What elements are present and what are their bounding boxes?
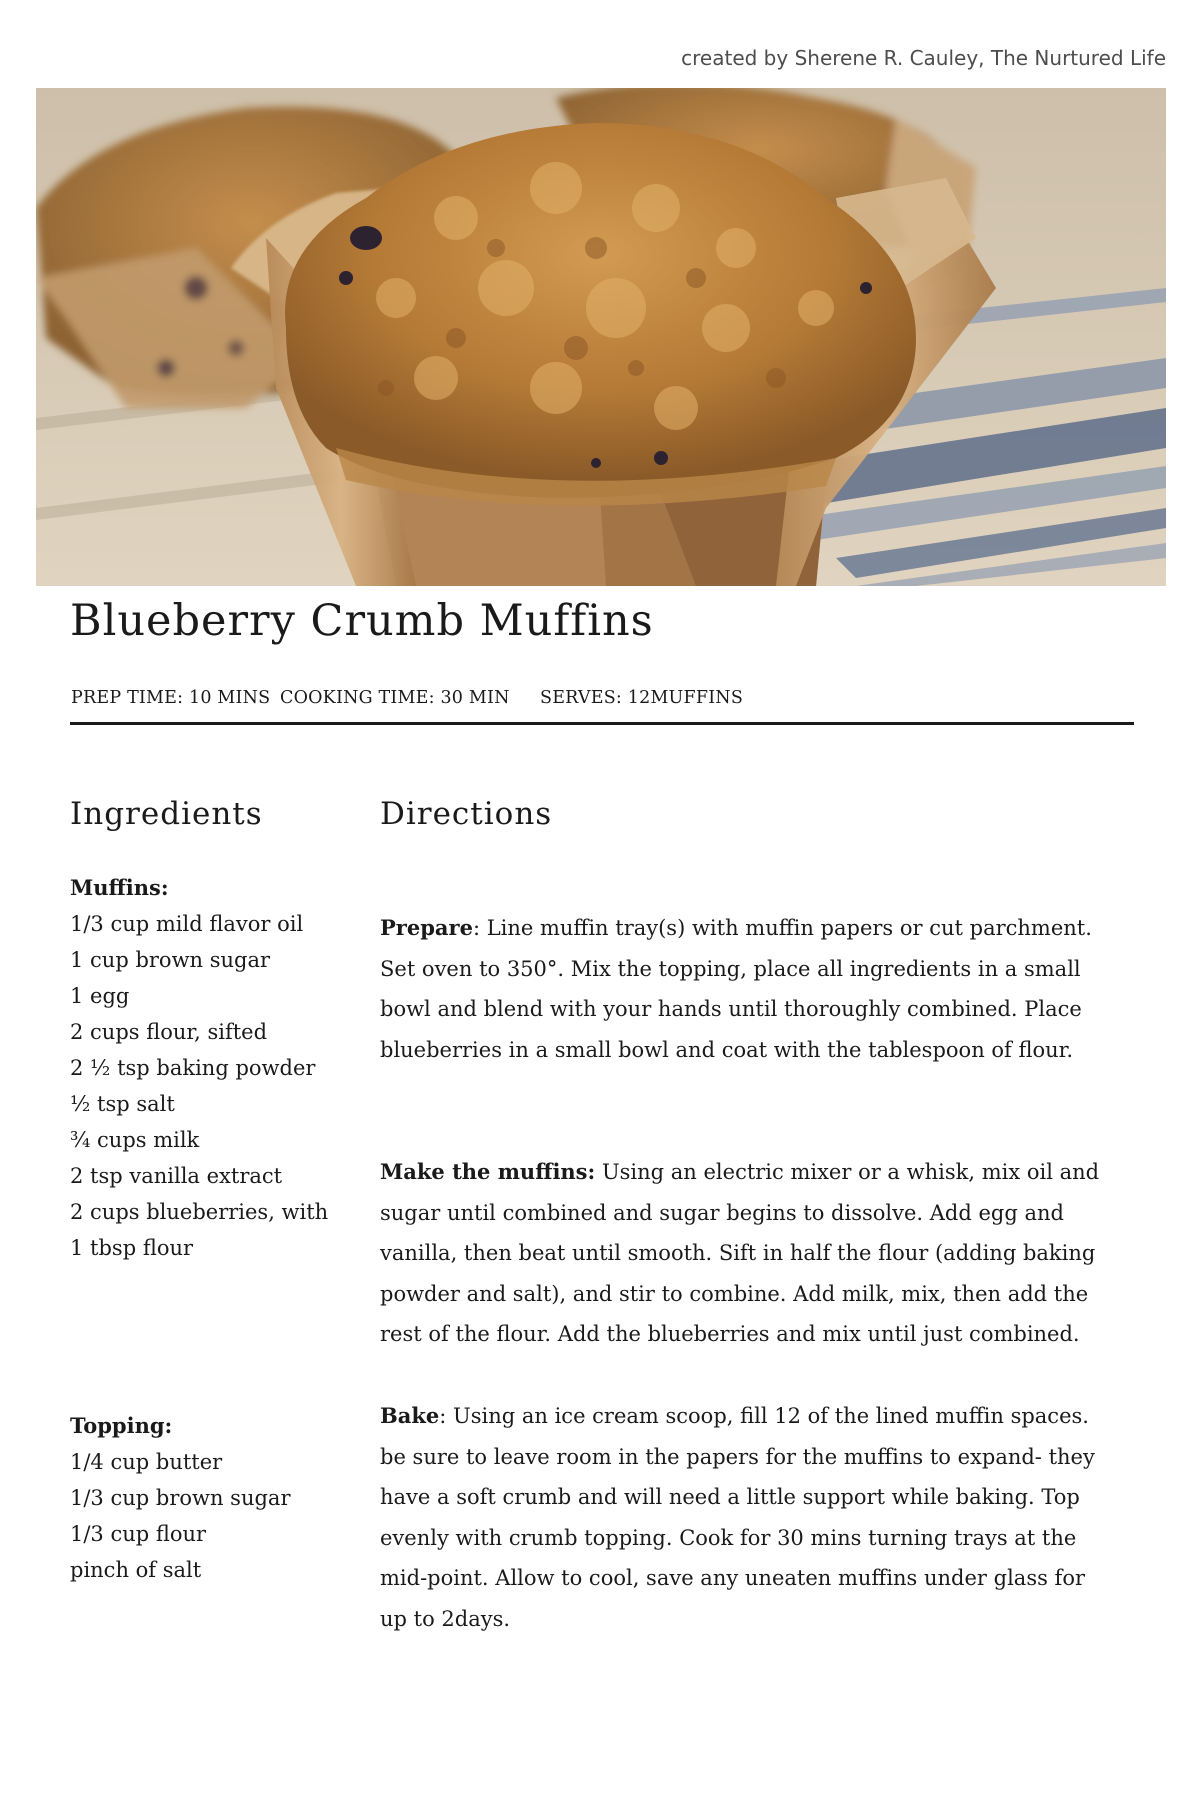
step-name: Make the muffins: xyxy=(380,1159,596,1184)
step-name: Bake xyxy=(380,1403,440,1428)
ingredient-item: 1/4 cup butter xyxy=(70,1450,223,1474)
ingredient-item: 1/3 cup flour xyxy=(70,1522,207,1546)
ingredient-item: 1/3 cup mild flavor oil xyxy=(70,912,304,936)
step-name: Prepare xyxy=(380,915,473,940)
step-separator: : xyxy=(439,1404,447,1428)
step-text: Using an electric mixer or a whisk, mix oil and sugar until combined and sugar begins to dissolve. Add egg and vanilla, then beat until smooth. Sift in half the flour (adding baking powder and salt), and stir to combine. Add milk, mix, then add the rest of the flour. Add the blueberries and mix until just combined. xyxy=(380,1160,1100,1346)
muffin-photo xyxy=(36,88,1166,586)
ingredient-item: pinch of salt xyxy=(70,1558,202,1582)
ingredients-heading: Ingredients xyxy=(70,796,263,832)
direction-step-make-muffins xyxy=(380,1152,1105,1355)
ingredient-item: 2 cups blueberries, with 1 tbsp flour xyxy=(70,1200,329,1260)
direction-step-prepare xyxy=(380,908,1105,1070)
serves: SERVES: 12MUFFINS xyxy=(540,688,744,708)
topping-ingredients xyxy=(70,1408,345,1588)
ingredient-item: 1/3 cup brown sugar xyxy=(70,1486,291,1510)
ingredient-item: 1 cup brown sugar xyxy=(70,948,271,972)
cooking-time: COOKING TIME: 30 MIN xyxy=(280,688,510,708)
step-text: Using an ice cream scoop, fill 12 of the lined muffin spaces. be sure to leave room in the papers for the muffins to expand- they have a soft crumb and will need a little support while baking. Top evenly with crumb topping. Cook for 30 mins turning trays at the mid-point. Allow to cool, save any uneaten muffins under glass for up to 2days. xyxy=(380,1404,1095,1631)
ingredient-item: ½ tsp salt xyxy=(70,1092,175,1116)
ingredient-item: 2 tsp vanilla extract xyxy=(70,1164,283,1188)
ingredient-item: 2 cups flour, sifted xyxy=(70,1020,268,1044)
step-text: Line muffin tray(s) with muffin papers or cut parchment. Set oven to 350°. Mix the topping, place all ingredients in a small bowl and blend with your hands until thoroughly combined. Place blueberries in a small bowl and coat with the tablespoon of flour. xyxy=(380,916,1092,1062)
ingredient-item: 2 ½ tsp baking powder xyxy=(70,1056,316,1080)
prep-time: PREP TIME: 10 MINS xyxy=(71,688,271,708)
step-separator: : xyxy=(472,916,481,940)
topping-label: Topping: xyxy=(70,1413,173,1438)
muffins-label: Muffins: xyxy=(70,875,169,900)
title-divider xyxy=(70,722,1134,725)
author-credit: created by Sherene R. Cauley, The Nurtured Life xyxy=(681,46,1166,70)
muffin-ingredients xyxy=(70,870,345,1266)
ingredient-item: 1 egg xyxy=(70,984,130,1008)
recipe-title: Blueberry Crumb Muffins xyxy=(70,596,654,646)
directions-heading: Directions xyxy=(380,796,553,832)
ingredient-item: ¾ cups milk xyxy=(70,1128,200,1152)
direction-step-bake xyxy=(380,1396,1105,1639)
